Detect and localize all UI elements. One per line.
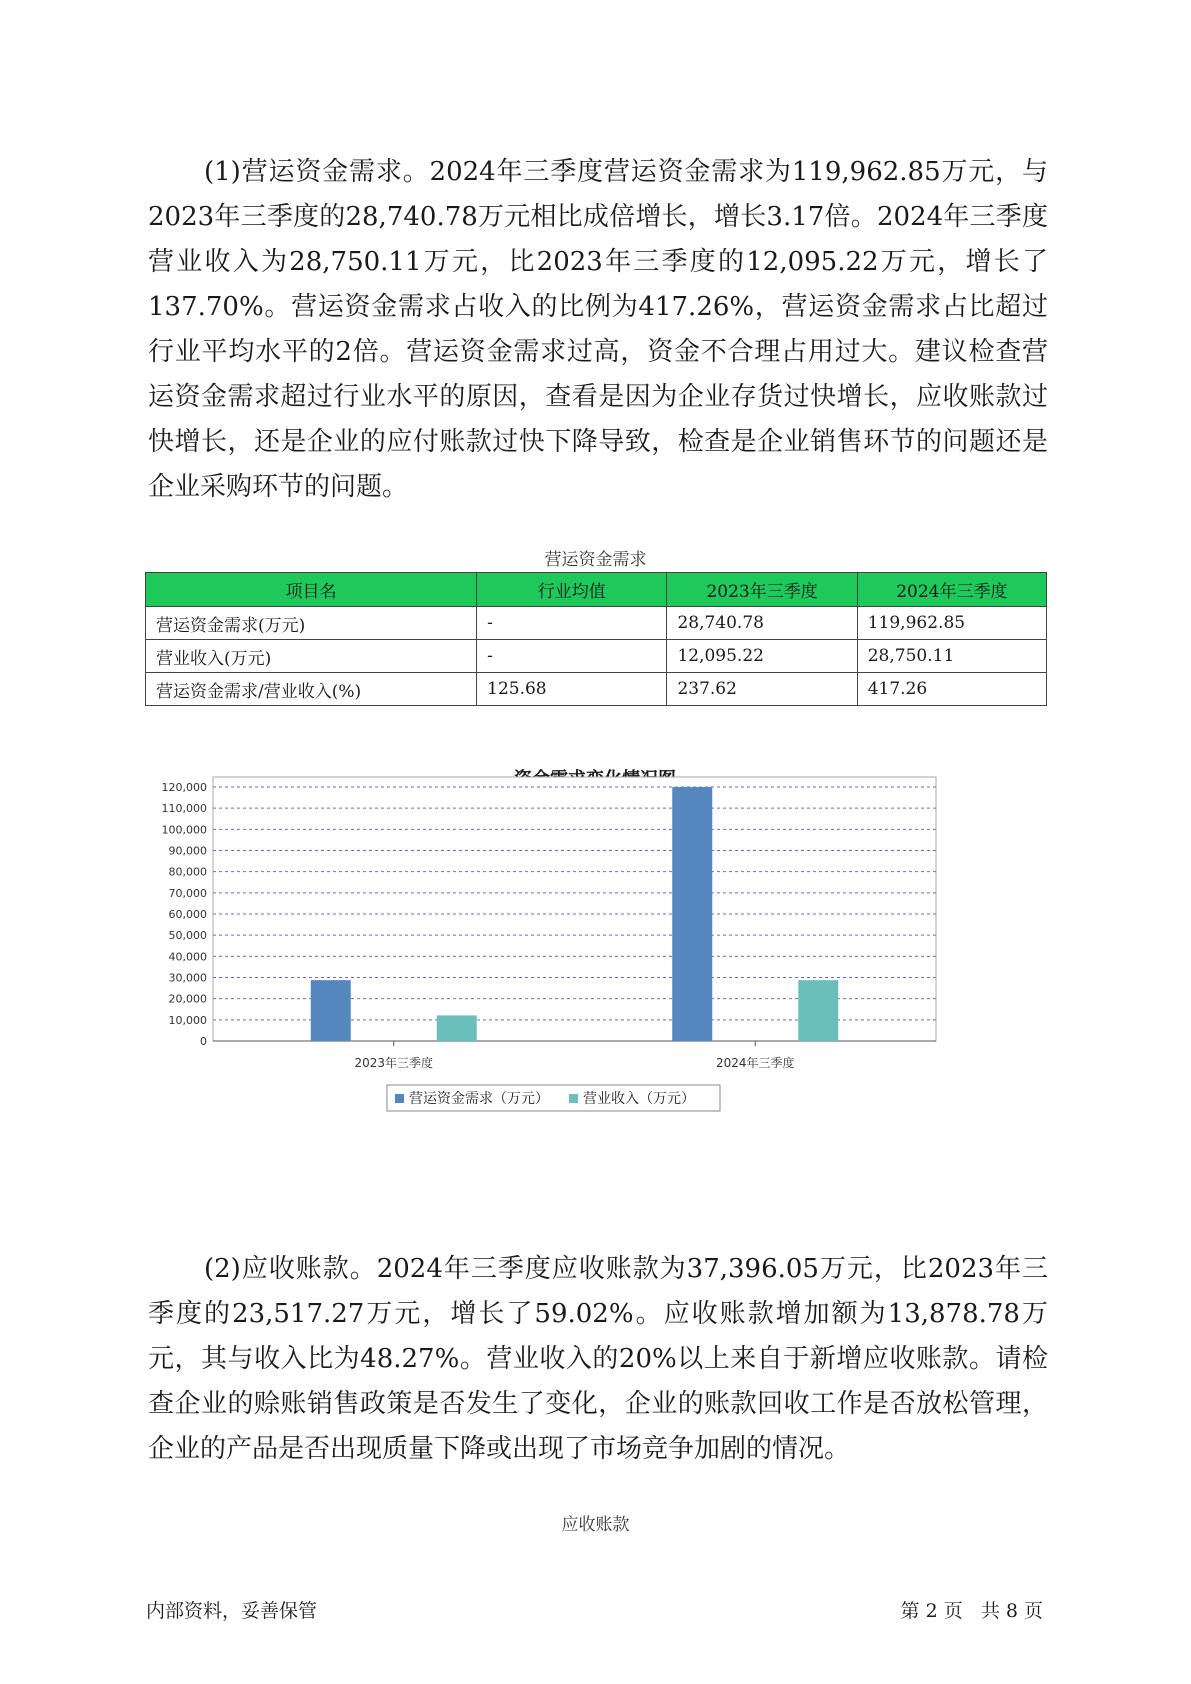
table-cell: 营运资金需求(万元)	[146, 607, 477, 640]
legend-swatch	[395, 1094, 404, 1103]
table-caption: 营运资金需求	[544, 550, 647, 570]
x-category-label: 2023年三季度	[354, 1056, 434, 1070]
table-row	[146, 640, 1047, 673]
y-tick-label: 110,000	[161, 802, 207, 816]
table-row	[146, 607, 1047, 640]
table-cell: 28,740.78	[667, 607, 857, 640]
paragraph-receivables: (2)应收账款。2024年三季度应收账款为37,396.05万元，比2023年三季度的23,517.27万元，增长了59.02%。应收账款增加额为13,878.78万元，其与收入比为48.27%。营业收入的20%以上来自于新增应收账款。请检查企业的赊账销售政策是否发生了变化，企业的账款回收工作是否放松管理，企业的产品是否出现质量下降或出现了市场竞争加剧的情况。	[148, 1254, 1048, 1464]
legend-label: 营运资金需求（万元）	[409, 1091, 549, 1107]
y-tick-label: 100,000	[161, 823, 207, 837]
table-cell: 417.26	[857, 673, 1046, 706]
table-cell: -	[477, 607, 667, 640]
table-header-cell: 2024年三季度	[857, 573, 1046, 607]
table-row	[146, 673, 1047, 706]
section-caption: 应收账款	[561, 1515, 630, 1535]
footer-confidential: 内部资料，妥善保管	[146, 1600, 318, 1622]
table-header-row	[146, 573, 1047, 607]
chart-svg	[150, 765, 1040, 1205]
y-tick-label: 60,000	[168, 908, 207, 921]
y-tick-label: 40,000	[168, 950, 207, 964]
table-cell: 28,750.11	[857, 640, 1046, 673]
x-category-label: 2024年三季度	[715, 1056, 795, 1070]
table-header-cell: 2023年三季度	[667, 573, 857, 607]
table-header-cell: 行业均值	[477, 573, 667, 607]
table-header-cell: 项目名	[146, 573, 477, 607]
working-capital-table	[145, 572, 1047, 706]
table-cell: -	[477, 640, 667, 673]
legend-swatch	[569, 1094, 578, 1103]
y-tick-label: 70,000	[168, 886, 207, 900]
y-tick-label: 80,000	[168, 865, 207, 879]
table-cell: 营业收入(万元)	[146, 640, 477, 673]
y-tick-label: 90,000	[168, 844, 207, 858]
y-tick-label: 10,000	[168, 1013, 207, 1027]
table-cell: 12,095.22	[667, 640, 857, 673]
table-cell: 营运资金需求/营业收入(%)	[146, 673, 477, 706]
y-tick-label: 50,000	[168, 929, 207, 943]
table-cell: 125.68	[477, 673, 667, 706]
bar-revenue	[798, 980, 838, 1041]
table-cell: 119,962.85	[857, 607, 1046, 640]
y-tick-label: 30,000	[168, 971, 207, 985]
y-tick-label: 120,000	[161, 781, 207, 794]
footer-page-number: 第 2 页 共 8 页	[900, 1600, 1043, 1622]
y-tick-label: 20,000	[168, 992, 207, 1006]
y-tick-label: 0	[200, 1035, 207, 1048]
legend-label: 营业收入（万元）	[583, 1091, 695, 1107]
paragraph-working-capital: (1)营运资金需求。2024年三季度营运资金需求为119,962.85万元，与2023年三季度的28,740.78万元相比成倍增长，增长3.17倍。2024年三季度营业收入为28,750.11万元，比2023年三季度的12,095.22万元，增长了137.70%。营运资金需求占收入的比例为417.26%，营运资金需求占比超过行业平均水平的2倍。营运资金需求过高，资金不合理占用过大。建议检查营运资金需求超过行业水平的原因，查看是因为企业存货过快增长，应收账款过快增长，还是企业的应付账款过快下降导致，检查是企业销售环节的问题还是企业采购环节的问题。	[148, 157, 1048, 502]
bar-revenue	[437, 1015, 477, 1041]
table-cell: 237.62	[667, 673, 857, 706]
bar-chart	[150, 765, 1040, 1205]
bar-working-capital	[672, 787, 712, 1041]
bar-working-capital	[311, 980, 351, 1041]
